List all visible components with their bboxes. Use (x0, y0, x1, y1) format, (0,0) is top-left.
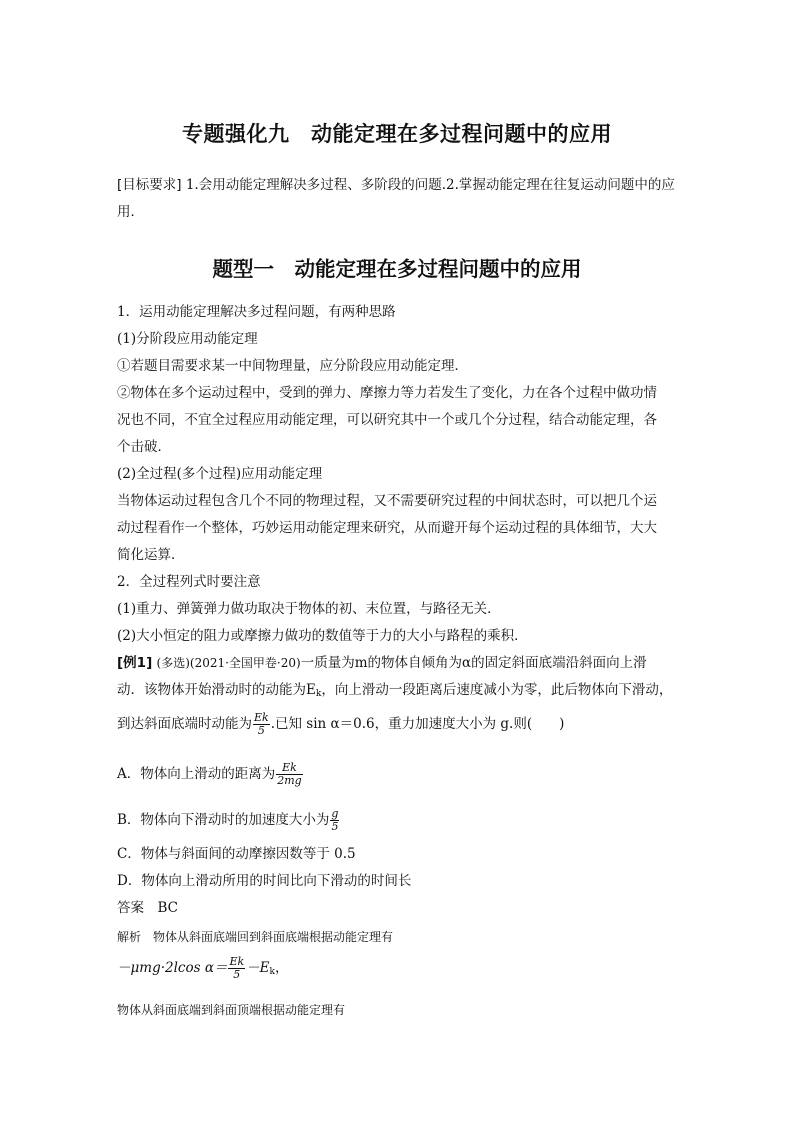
text-line: 1．运用动能定理解决多过程问题，有两种思路 (117, 304, 396, 320)
text-line: (2)全过程(多个过程)应用动能定理 (117, 466, 323, 482)
equation-text: －μmg·2lcos α＝ (117, 960, 228, 976)
goal-paragraph (117, 172, 687, 226)
example-source: (多选)(2021·全国甲卷·20) (156, 656, 301, 670)
fraction-denominator: 5 (253, 724, 270, 737)
analysis-equation (117, 956, 687, 982)
analysis-line-3: 物体从斜面底端到斜面顶端根据动能定理有 (117, 1003, 346, 1017)
text-line: (1)分阶段应用动能定理 (117, 331, 258, 347)
section-title: 题型一 动能定理在多过程问题中的应用 (212, 257, 582, 281)
fraction-denominator: 5 (331, 820, 339, 833)
equation-text: ， (274, 960, 289, 976)
text-line: 2．全过程列式时要注意 (117, 574, 261, 590)
fraction-numerator: g (331, 807, 339, 820)
example-tag: [例1] (117, 655, 153, 671)
page-title: 专题强化九 动能定理在多过程问题中的应用 (182, 122, 612, 146)
fraction (228, 956, 245, 981)
text-line: 当物体运动过程包含几个不同的物理过程，又不需要研究过程的中间状态时，可以把几个运 (117, 493, 657, 509)
text-line: 动过程看作一个整体，巧妙运用动能定理来研究，从而避开每个运动过程的具体细节，大大 (117, 520, 657, 536)
option-c: C．物体与斜面间的动摩擦因数等于 0.5 (117, 846, 356, 862)
text-line: ①若题目需要求某一中间物理量，应分阶段应用动能定理． (117, 358, 468, 374)
text-line: 况也不同，不宜全过程应用动能定理，可以研究其中一个或几个分过程，结合动能定理，各 (117, 412, 657, 428)
text-line: 简化运算． (117, 547, 185, 563)
fraction-denominator: 5 (228, 968, 245, 981)
example-line-2 (117, 680, 687, 704)
text-line: ②物体在多个运动过程中，受到的弹力、摩擦力等力若发生了变化，力在各个过程中做功情 (117, 385, 657, 401)
option-a-text: A．物体向上滑动的距离为 (117, 766, 276, 782)
goal-tag: [目标要求] (117, 177, 182, 193)
example-text: 一质量为m的物体自倾角为α的固定斜面底端沿斜面向上滑 (300, 655, 647, 671)
example-text: ，向上滑动一段距离后速度减小为零，此后物体向下滑动， (321, 682, 673, 698)
example-text: .已知 sin α＝0.6，重力加速度大小为 g.则( ) (270, 716, 565, 732)
analysis-line-1: 解析 物体从斜面底端回到斜面底端根据动能定理有 (117, 930, 394, 944)
fraction (253, 712, 270, 737)
fraction (330, 808, 339, 833)
text-line: (1)重力、弹簧弹力做功取决于物体的初、末位置，与路径无关． (117, 601, 501, 617)
example-text: 到达斜面底端时动能为 (117, 716, 252, 732)
goal-text: 1.会用动能定理解决多过程、多阶段的问题.2.掌握动能定理在往复运动问题中的应用． (117, 177, 675, 220)
subscript: k (269, 967, 275, 977)
fraction (276, 762, 302, 787)
example-line-1 (117, 653, 687, 673)
fraction-numerator: Ek (254, 711, 269, 724)
example-line-3 (117, 712, 687, 737)
option-a (117, 762, 687, 787)
option-d: D．物体向上滑动所用的时间比向下滑动的时间长 (117, 873, 412, 889)
answer: 答案 BC (117, 900, 179, 916)
option-b (117, 808, 687, 833)
fraction-numerator: Ek (282, 761, 297, 774)
text-line: 个击破． (117, 439, 171, 455)
fraction-denominator: 2mg (277, 774, 302, 787)
equation-text: －E (246, 960, 270, 976)
text-line: (2)大小恒定的阻力或摩擦力做功的数值等于力的大小与路程的乘积． (117, 628, 528, 644)
option-b-text: B．物体向下滑动时的加速度大小为 (117, 812, 330, 828)
example-text: 动．该物体开始滑动时的动能为E (117, 682, 316, 698)
fraction-numerator: Ek (229, 955, 245, 968)
subscript: k (315, 689, 322, 699)
